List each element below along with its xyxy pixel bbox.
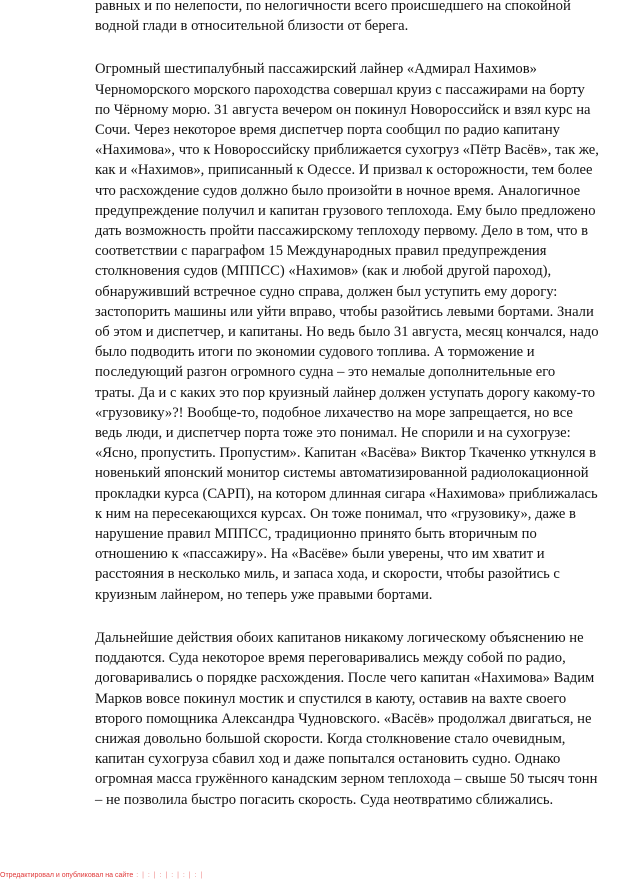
text-line: об этом и диспетчер, и капитаны. Но ведь было 31 августа, месяц кончался, надо <box>95 324 599 341</box>
text-line: столкновения судов (МППСС) «Нахимов» (как и любой другой пароход), <box>95 263 552 280</box>
document-page <box>95 0 607 833</box>
text-line: Дальнейшие действия обоих капитанов никакому логическому объяснению не <box>95 629 584 646</box>
text-line: второго помощника Александра Чудновского. «Васёв» продолжал двигаться, не <box>95 710 592 727</box>
paragraph-3 <box>95 628 607 810</box>
text-line: Огромный шестипалубный пассажирский лайнер «Адмирал Нахимов» <box>95 61 537 78</box>
text-line: договаривались о порядке расхождения. После чего капитан «Нахимова» Вадим <box>95 670 595 687</box>
text-line: что расхождение судов должно было произойти в ночное время. Аналогичное <box>95 182 581 199</box>
footer-marks: : | : | : | : | : | : | <box>133 872 204 879</box>
text-line: снижая довольно большой скорости. Когда столкновение стало очевидным, <box>95 730 566 747</box>
text-line: капитан сухогруза сбавил ход и даже попытался остановить судно. Однако <box>95 751 561 768</box>
text-line: обнаруживший встречное судно справа, должен был уступить ему дорогу: <box>95 283 558 300</box>
text-line: «Нахимова», что к Новороссийску приближается сухогруз «Пётр Васёв», так же, <box>95 142 599 159</box>
text-line: Сочи. Через некоторое время диспетчер порта сообщил по радио капитану <box>95 122 560 139</box>
text-line: соответствии с параграфом 15 Международных правил предупреждения <box>95 243 547 260</box>
text-line: было подводить итоги по экономии судового топлива. А торможение и <box>95 344 535 361</box>
text-line: отношению к «пассажиру». На «Васёве» были уверены, что им хватит и <box>95 546 545 563</box>
text-line: круизным лайнером, но теперь уже правыми бортами. <box>95 586 433 603</box>
text-line: равных и по нелепости, по нелогичности всего происшедшего на спокойной <box>95 0 571 14</box>
text-line: «грузовику»?! Вообще-то, подобное лихачество на море запрещается, но все <box>95 404 573 421</box>
paragraph-2 <box>95 59 607 604</box>
text-line: – не позволила быстро погасить скорость. Суда неотвратимо сближались. <box>95 791 554 808</box>
text-line: предупреждение получил и капитан грузового теплохода. Ему было предложено <box>95 202 596 219</box>
text-line: траты. Да и с каких это пор круизный лайнер должен уступать дорогу какому-то <box>95 384 595 401</box>
text-line: новенький японский монитор системы автоматизированной радиолокационной <box>95 465 589 482</box>
text-line: Черноморского морского пароходства совершал круиз с пассажирами на борту <box>95 81 585 98</box>
text-line: застопорить машины или уйти вправо, чтобы разойтись левыми бортами. Знали <box>95 303 594 320</box>
text-line: водной глади в относительной близости от берега. <box>95 18 409 35</box>
text-line: Марков вовсе покинул мостик и спустился в каюту, оставив на вахте своего <box>95 690 567 707</box>
text-line: дать возможность пройти пассажирскому теплоходу первому. Дело в том, что в <box>95 223 588 240</box>
text-line: как и «Нахимов», приписанный к Одессе. И призвал к осторожности, тем более <box>95 162 593 179</box>
text-line: ведь люди, и диспетчер порта тоже это понимал. Не спорили и на сухогрузе: <box>95 425 571 442</box>
footer-watermark <box>0 872 203 879</box>
text-line: поддаются. Суда некоторое время переговаривались между собой по радио, <box>95 650 566 667</box>
text-line: огромная масса гружённого канадским зерном теплохода – свыше 50 тысяч тонн <box>95 771 598 788</box>
text-line: к ним на пересекающихся курсах. Он тоже понимал, что «грузовику», даже в <box>95 505 576 522</box>
text-line: по Чёрному морю. 31 августа вечером он покинул Новороссийск и взял курс на <box>95 101 591 118</box>
footer-text: Отредактировал и опубликовал на сайте <box>0 872 134 879</box>
paragraph-1 <box>95 0 607 36</box>
text-line: нарушение правил МППСС, традиционно принято быть вторичным по <box>95 526 537 543</box>
text-line: «Ясно, пропустить. Пропустим». Капитан «Васёва» Виктор Ткаченко уткнулся в <box>95 445 597 462</box>
text-line: расстояния в несколько миль, и запаса хода, и скорости, чтобы разойтись с <box>95 566 560 583</box>
text-line: последующий разгон огромного судна – это немалые дополнительные его <box>95 364 556 381</box>
text-line: прокладки курса (САРП), на котором длинная сигара «Нахимова» приближалась <box>95 485 598 502</box>
